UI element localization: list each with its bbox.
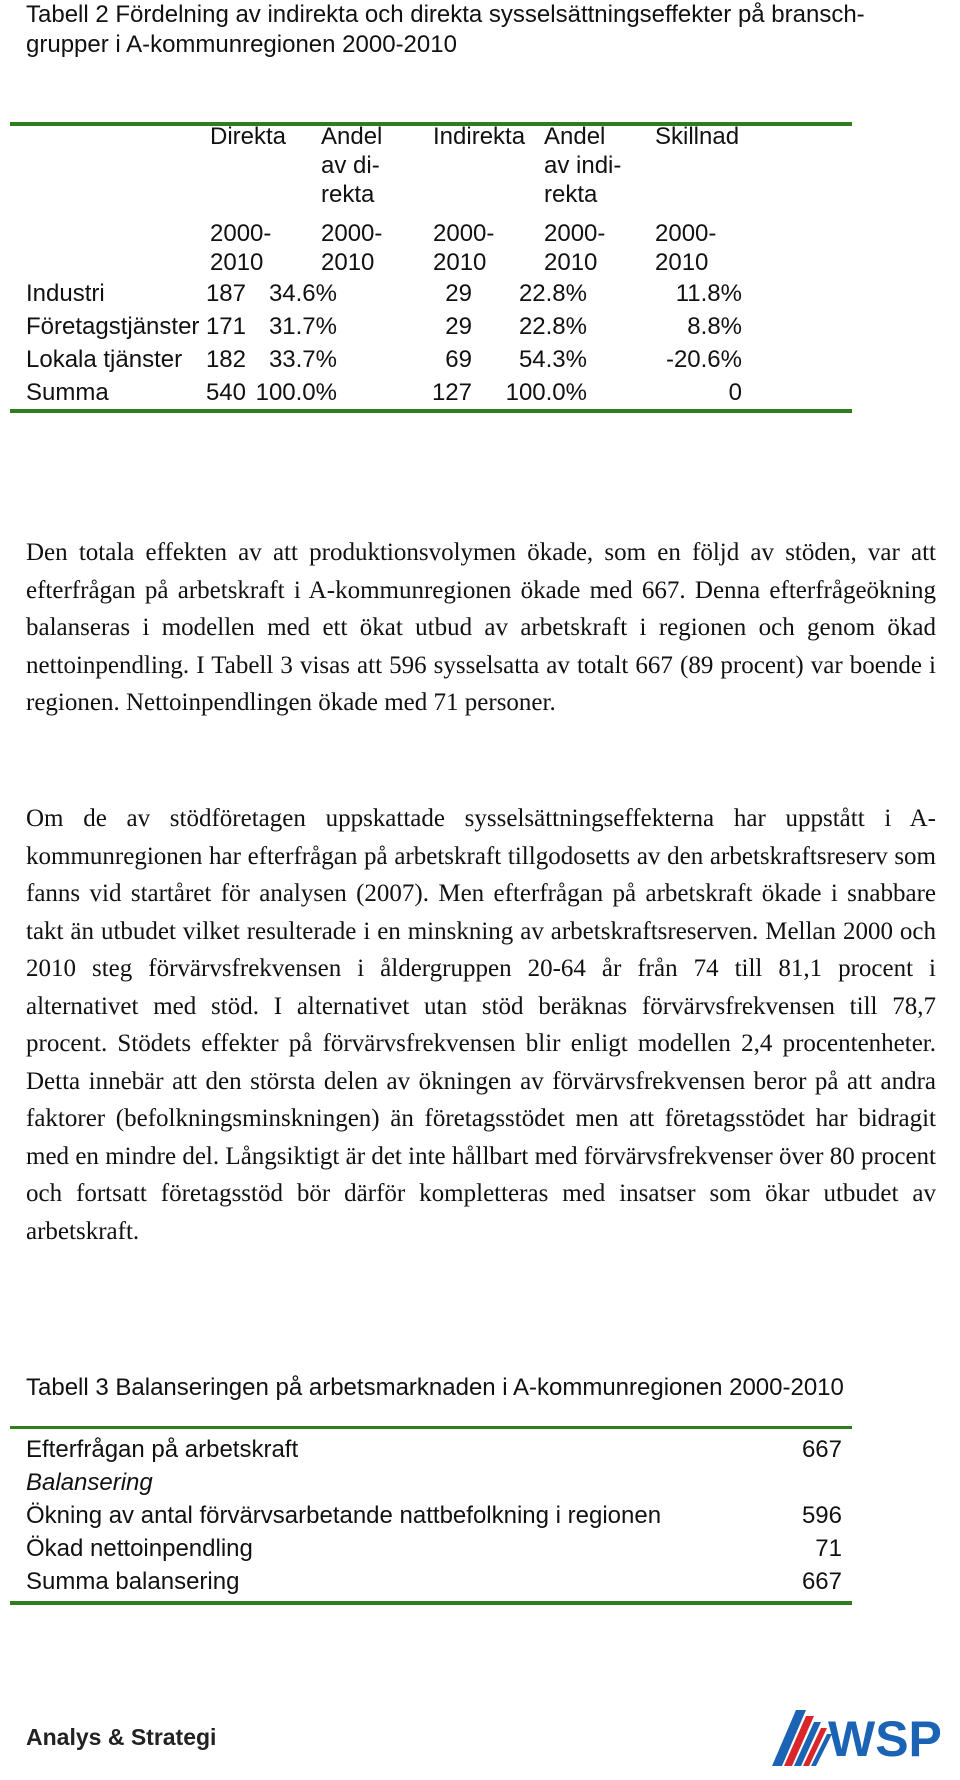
table-row bbox=[10, 277, 852, 310]
row-label: Balansering bbox=[26, 1469, 153, 1496]
table3-caption: Tabell 3 Balanseringen på arbetsmarknaden i A-kommunregionen 2000-2010 bbox=[26, 1374, 844, 1401]
header-andel-direkta: Andel av di- rekta bbox=[321, 123, 383, 208]
row-label: Efterfrågan på arbetskraft bbox=[26, 1436, 299, 1463]
cell-indirekta: 69 bbox=[445, 346, 472, 373]
table-row bbox=[10, 1532, 852, 1565]
wsp-logo-icon bbox=[768, 1700, 956, 1772]
header-year-andel-indirekta: 2000- 2010 bbox=[544, 220, 606, 276]
row-label: Företagstjänster bbox=[26, 313, 200, 340]
table-row bbox=[10, 310, 852, 343]
table2-caption: Tabell 2 Fördelning av indirekta och direkta sysselsättningseffekter på bransch- grupper i A-kommunregionen 2000-2010 bbox=[26, 1, 865, 58]
wsp-logo bbox=[768, 1700, 956, 1772]
table2 bbox=[10, 122, 852, 413]
footer-text: Analys & Strategi bbox=[26, 1724, 217, 1750]
row-label: Lokala tjänster bbox=[26, 346, 183, 373]
table-row bbox=[10, 1433, 852, 1466]
paragraph-2: Om de av stödföretagen uppskattade sysselsättningseffekterna har uppstått i A-kommunregionen har efterfrågan på arbetskraft tillgodosetts av den arbetskraftsreserv som fanns vid startåret för analysen (2007). Men efterfrågan på arbetskraft ökade i snabbare takt än utbudet vilket resulterade i en minskning av arbetskraftsreserven. Mellan 2000 och 2010 steg förvärvsfrekvensen i åldergruppen 20-64 år från 74 till 81,1 procent i alternativet med stöd. I alternativet utan stöd beräknas förvärvsfrekvensen till 78,7 procent. Stödets effekter på förvärvsfrekvensen blir enligt modellen 2,4 procentenheter. Detta innebär att den största delen av ökningen av förvärvsfrekvensen beror på att andra faktorer (befolkningsminskningen) än företagsstödet men att företagsstödet har bidragit med en mindre del. Långsiktigt är det inte hållbart med förvärvsfrekvenser över 80 procent och fortsatt företagsstöd bör därför kompletteras med insatser som ökar utbudet av arbetskraft. bbox=[26, 805, 936, 1245]
table3 bbox=[10, 1426, 852, 1605]
cell-andel-indirekta: 100.0% bbox=[505, 379, 587, 406]
row-value: 71 bbox=[815, 1535, 842, 1562]
cell-direkta: 187 bbox=[205, 280, 246, 307]
logo-stripes bbox=[772, 1710, 832, 1766]
cell-andel-direkta: 31.7% bbox=[268, 313, 337, 340]
cell-andel-indirekta: 22.8% bbox=[518, 280, 587, 307]
paragraph-1: Den totala effekten av att produktionsvolymen ökade, som en följd av stöden, var att efterfrågan på arbetskraft i A-kommunregionen ökade med 667. Denna efterfrågeökning balanseras i modellen med ett ökat utbud av arbetskraft i regionen och genom ökad nettoinpendling. I Tabell 3 visas att 596 sysselsatta av totalt 667 (89 procent) var boende i regionen. Nettoinpendlingen ökade med 71 personer. bbox=[26, 539, 936, 716]
header-indirekta: Indirekta bbox=[433, 123, 526, 150]
cell-direkta: 182 bbox=[205, 346, 246, 373]
row-value: 667 bbox=[801, 1436, 842, 1463]
header-andel-indirekta: Andel av indi- rekta bbox=[544, 123, 622, 208]
row-label: Ökning av antal förvärvsarbetande nattbefolkning i regionen bbox=[26, 1502, 662, 1529]
table-row bbox=[10, 1565, 852, 1598]
table-row bbox=[10, 376, 852, 409]
table-row bbox=[10, 343, 852, 376]
cell-direkta: 171 bbox=[205, 313, 246, 340]
cell-andel-indirekta: 22.8% bbox=[518, 313, 587, 340]
header-year-direkta: 2000- 2010 bbox=[210, 220, 272, 276]
header-direkta: Direkta bbox=[210, 123, 287, 150]
table-row bbox=[10, 1466, 852, 1499]
cell-skillnad: -20.6% bbox=[665, 346, 742, 373]
cell-indirekta: 127 bbox=[431, 379, 472, 406]
row-label: Ökad nettoinpendling bbox=[26, 1535, 253, 1562]
header-year-skillnad: 2000- 2010 bbox=[655, 220, 717, 276]
cell-andel-direkta: 100.0% bbox=[255, 379, 337, 406]
row-value: 667 bbox=[801, 1568, 842, 1595]
row-label: Summa bbox=[26, 379, 109, 406]
table-row bbox=[10, 1499, 852, 1532]
table2-header bbox=[10, 123, 852, 277]
cell-andel-direkta: 33.7% bbox=[268, 346, 337, 373]
cell-skillnad: 11.8% bbox=[675, 280, 742, 307]
cell-direkta: 540 bbox=[205, 379, 246, 406]
row-label: Summa balansering bbox=[26, 1568, 240, 1595]
cell-indirekta: 29 bbox=[445, 280, 472, 307]
cell-skillnad: 8.8% bbox=[687, 313, 742, 340]
cell-indirekta: 29 bbox=[445, 313, 472, 340]
logo-wordmark: WSP bbox=[828, 1711, 942, 1767]
header-year-andel-direkta: 2000- 2010 bbox=[321, 220, 383, 276]
cell-skillnad: 0 bbox=[728, 379, 742, 406]
header-year-indirekta: 2000- 2010 bbox=[433, 220, 495, 276]
row-value: 596 bbox=[801, 1502, 842, 1529]
row-label: Industri bbox=[26, 280, 105, 307]
cell-andel-direkta: 34.6% bbox=[268, 280, 337, 307]
header-skillnad: Skillnad bbox=[655, 123, 740, 150]
cell-andel-indirekta: 54.3% bbox=[518, 346, 587, 373]
